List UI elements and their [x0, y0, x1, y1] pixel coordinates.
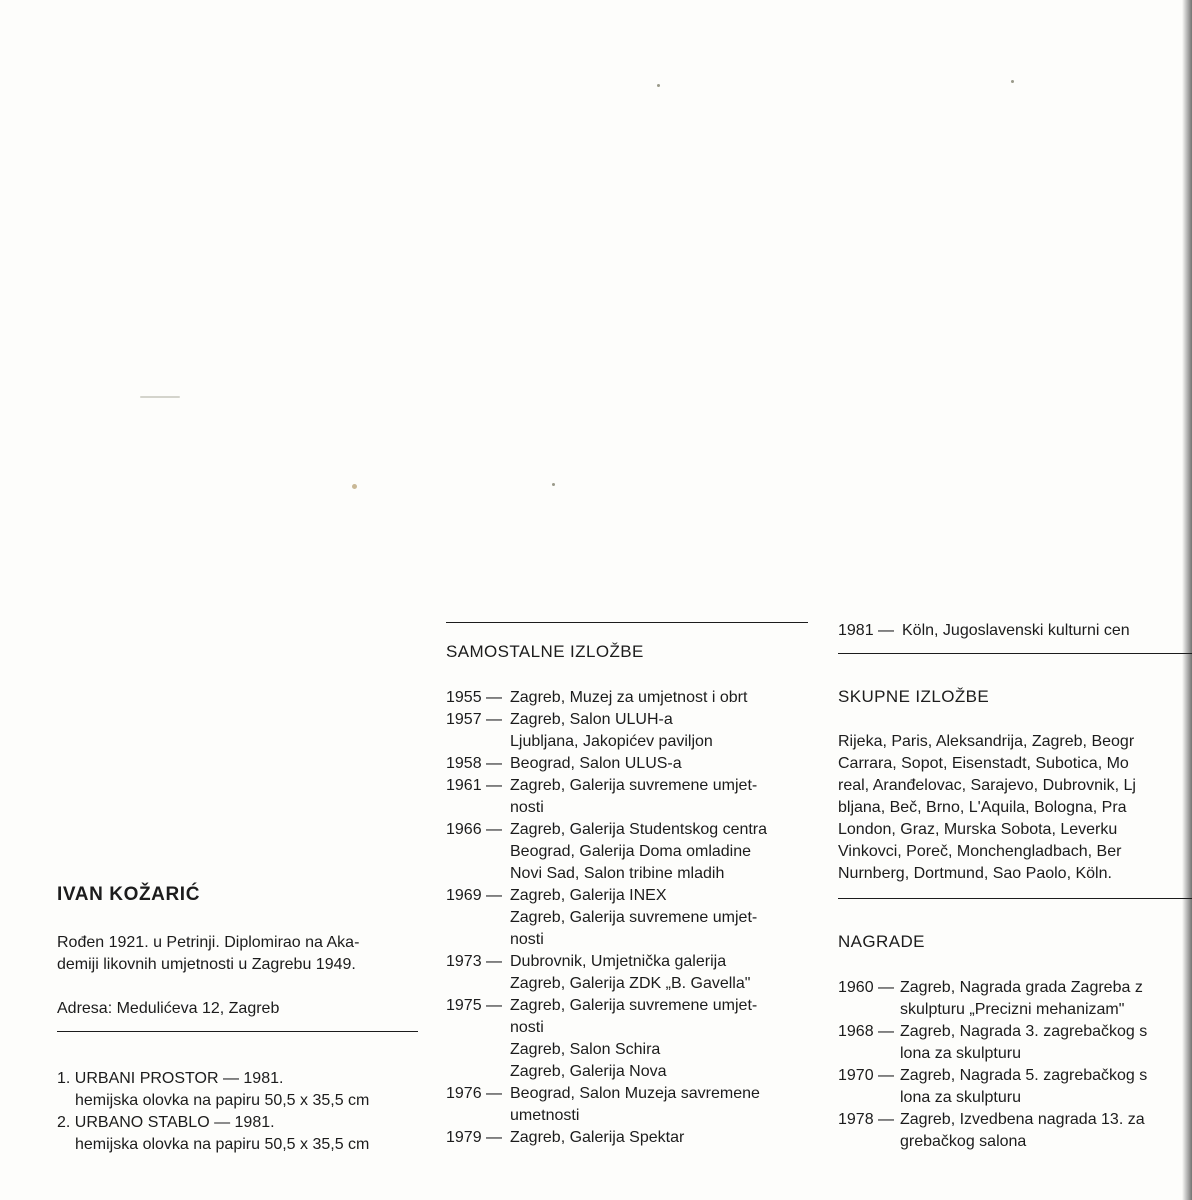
solo-heading: SAMOSTALNE IZLOŽBE: [446, 642, 644, 661]
exhibition-entry: [446, 1083, 816, 1105]
exhibition-venue: nosti: [510, 799, 544, 816]
exhibition-entry: [446, 709, 816, 731]
exhibition-year: 1979 —: [446, 1129, 503, 1146]
exhibition-venue: Beograd, Salon ULUS-a: [510, 755, 682, 772]
paper-speck: [657, 84, 660, 87]
exhibition-venue: Beograd, Salon Muzeja savremene: [510, 1085, 760, 1102]
paper-speck: [140, 396, 180, 398]
divider: [57, 1031, 418, 1032]
exhibition-entry: [446, 995, 816, 1017]
exhibition-venue: Zagreb, Galerija Spektar: [510, 1129, 685, 1146]
exhibition-venue: Zagreb, Salon Schira: [510, 1041, 661, 1058]
exhibition-year: 1961 —: [446, 777, 503, 794]
awards-list: [838, 977, 1192, 1153]
award-text: skulpturu „Precizni mehanizam": [900, 1001, 1125, 1018]
artist-name: IVAN KOŽARIĆ: [57, 884, 201, 905]
group-line: Vinkovci, Poreč, Monchengladbach, Ber: [838, 843, 1122, 860]
exhibition-year: 1966 —: [446, 821, 503, 838]
exhibition-venue: Zagreb, Galerija Nova: [510, 1063, 667, 1080]
exhibition-venue: Dubrovnik, Umjetnička galerija: [510, 953, 727, 970]
exhibition-entry: [446, 753, 816, 775]
award-entry: [838, 1109, 1192, 1131]
exhibition-year: 1976 —: [446, 1085, 503, 1102]
artist-address: Adresa: Medulićeva 12, Zagreb: [57, 1000, 280, 1017]
exhibition-venue: Zagreb, Galerija suvremene umjet-: [510, 997, 758, 1014]
exhibition-venue: Zagreb, Salon ULUH-a: [510, 711, 673, 728]
award-entry: [838, 977, 1192, 999]
award-year: 1968 —: [838, 1023, 895, 1040]
exhibition-entry: [446, 951, 816, 973]
exhibition-venue: Novi Sad, Salon tribine mladih: [510, 865, 725, 882]
work-medium: hemijska olovka na papiru 50,5 x 35,5 cm: [75, 1136, 370, 1153]
exhibition-entry: [446, 687, 816, 709]
award-entry: [838, 1065, 1192, 1087]
work-medium: hemijska olovka na papiru 50,5 x 35,5 cm: [75, 1092, 370, 1109]
group-line: Rijeka, Paris, Aleksandrija, Zagreb, Beogr: [838, 733, 1135, 750]
exhibition-venue: nosti: [510, 931, 544, 948]
exhibition-entry: [446, 885, 816, 907]
exhibition-entry-continued: [838, 620, 1192, 642]
exhibition-venue: Köln, Jugoslavenski kulturni cen: [902, 622, 1130, 639]
award-year: 1970 —: [838, 1067, 895, 1084]
group-line: Nurnberg, Dortmund, Sao Paolo, Köln.: [838, 865, 1112, 882]
award-entry: [838, 1021, 1192, 1043]
award-text: Zagreb, Nagrada grada Zagreba z: [900, 979, 1143, 996]
exhibition-venue: Ljubljana, Jakopićev paviljon: [510, 733, 713, 750]
exhibition-entry: [446, 775, 816, 797]
exhibition-venue: Zagreb, Galerija suvremene umjet-: [510, 777, 758, 794]
exhibition-year: 1975 —: [446, 997, 503, 1014]
award-text: Zagreb, Izvedbena nagrada 13. za: [900, 1111, 1145, 1128]
awards-heading: NAGRADE: [838, 932, 925, 951]
group-heading: SKUPNE IZLOŽBE: [838, 687, 990, 706]
exhibition-year: 1973 —: [446, 953, 503, 970]
award-text: grebačkog salona: [900, 1133, 1027, 1150]
bio-line: Rođen 1921. u Petrinji. Diplomirao na Aka-: [57, 934, 360, 951]
divider: [446, 622, 808, 623]
exhibition-venue: nosti: [510, 1019, 544, 1036]
paper-speck: [352, 484, 357, 489]
paper-speck: [1011, 80, 1014, 83]
exhibition-venue: Zagreb, Galerija suvremene umjet-: [510, 909, 758, 926]
group-line: bljana, Beč, Brno, L'Aquila, Bologna, Pra: [838, 799, 1127, 816]
paper-speck: [552, 483, 555, 486]
exhibition-year: 1958 —: [446, 755, 503, 772]
exhibition-venue: Zagreb, Galerija ZDK „B. Gavella": [510, 975, 751, 992]
bio-line: demiji likovnih umjetnosti u Zagrebu 1949.: [57, 956, 356, 973]
award-text: Zagreb, Nagrada 5. zagrebačkog s: [900, 1067, 1148, 1084]
award-text: Zagreb, Nagrada 3. zagrebačkog s: [900, 1023, 1148, 1040]
exhibition-venue: umetnosti: [510, 1107, 580, 1124]
exhibition-venue: Zagreb, Galerija INEX: [510, 887, 667, 904]
exhibition-year: 1981 —: [838, 622, 895, 639]
group-line: London, Graz, Murska Sobota, Leverku: [838, 821, 1118, 838]
works-list: [57, 1068, 369, 1156]
award-year: 1978 —: [838, 1111, 895, 1128]
group-line: Carrara, Sopot, Eisenstadt, Subotica, Mo: [838, 755, 1129, 772]
exhibition-year: 1955 —: [446, 689, 503, 706]
divider: [838, 653, 1192, 654]
award-text: lona za skulpturu: [900, 1045, 1021, 1062]
award-year: 1960 —: [838, 979, 895, 996]
work-title: 2. URBANO STABLO — 1981.: [57, 1114, 275, 1131]
group-line: real, Aranđelovac, Sarajevo, Dubrovnik, Lj: [838, 777, 1136, 794]
exhibition-entry: [446, 1127, 816, 1149]
exhibition-entry: [446, 819, 816, 841]
exhibition-year: 1969 —: [446, 887, 503, 904]
work-title: 1. URBANI PROSTOR — 1981.: [57, 1070, 284, 1087]
artist-bio: [57, 932, 427, 976]
exhibition-venue: Beograd, Galerija Doma omladine: [510, 843, 752, 860]
divider: [838, 898, 1192, 899]
solo-exhibitions-list: [446, 687, 816, 1149]
award-text: lona za skulpturu: [900, 1089, 1021, 1106]
exhibition-year: 1957 —: [446, 711, 503, 728]
group-exhibitions-list: [838, 731, 1192, 885]
exhibition-venue: Zagreb, Muzej za umjetnost i obrt: [510, 689, 748, 706]
exhibition-venue: Zagreb, Galerija Studentskog centra: [510, 821, 768, 838]
